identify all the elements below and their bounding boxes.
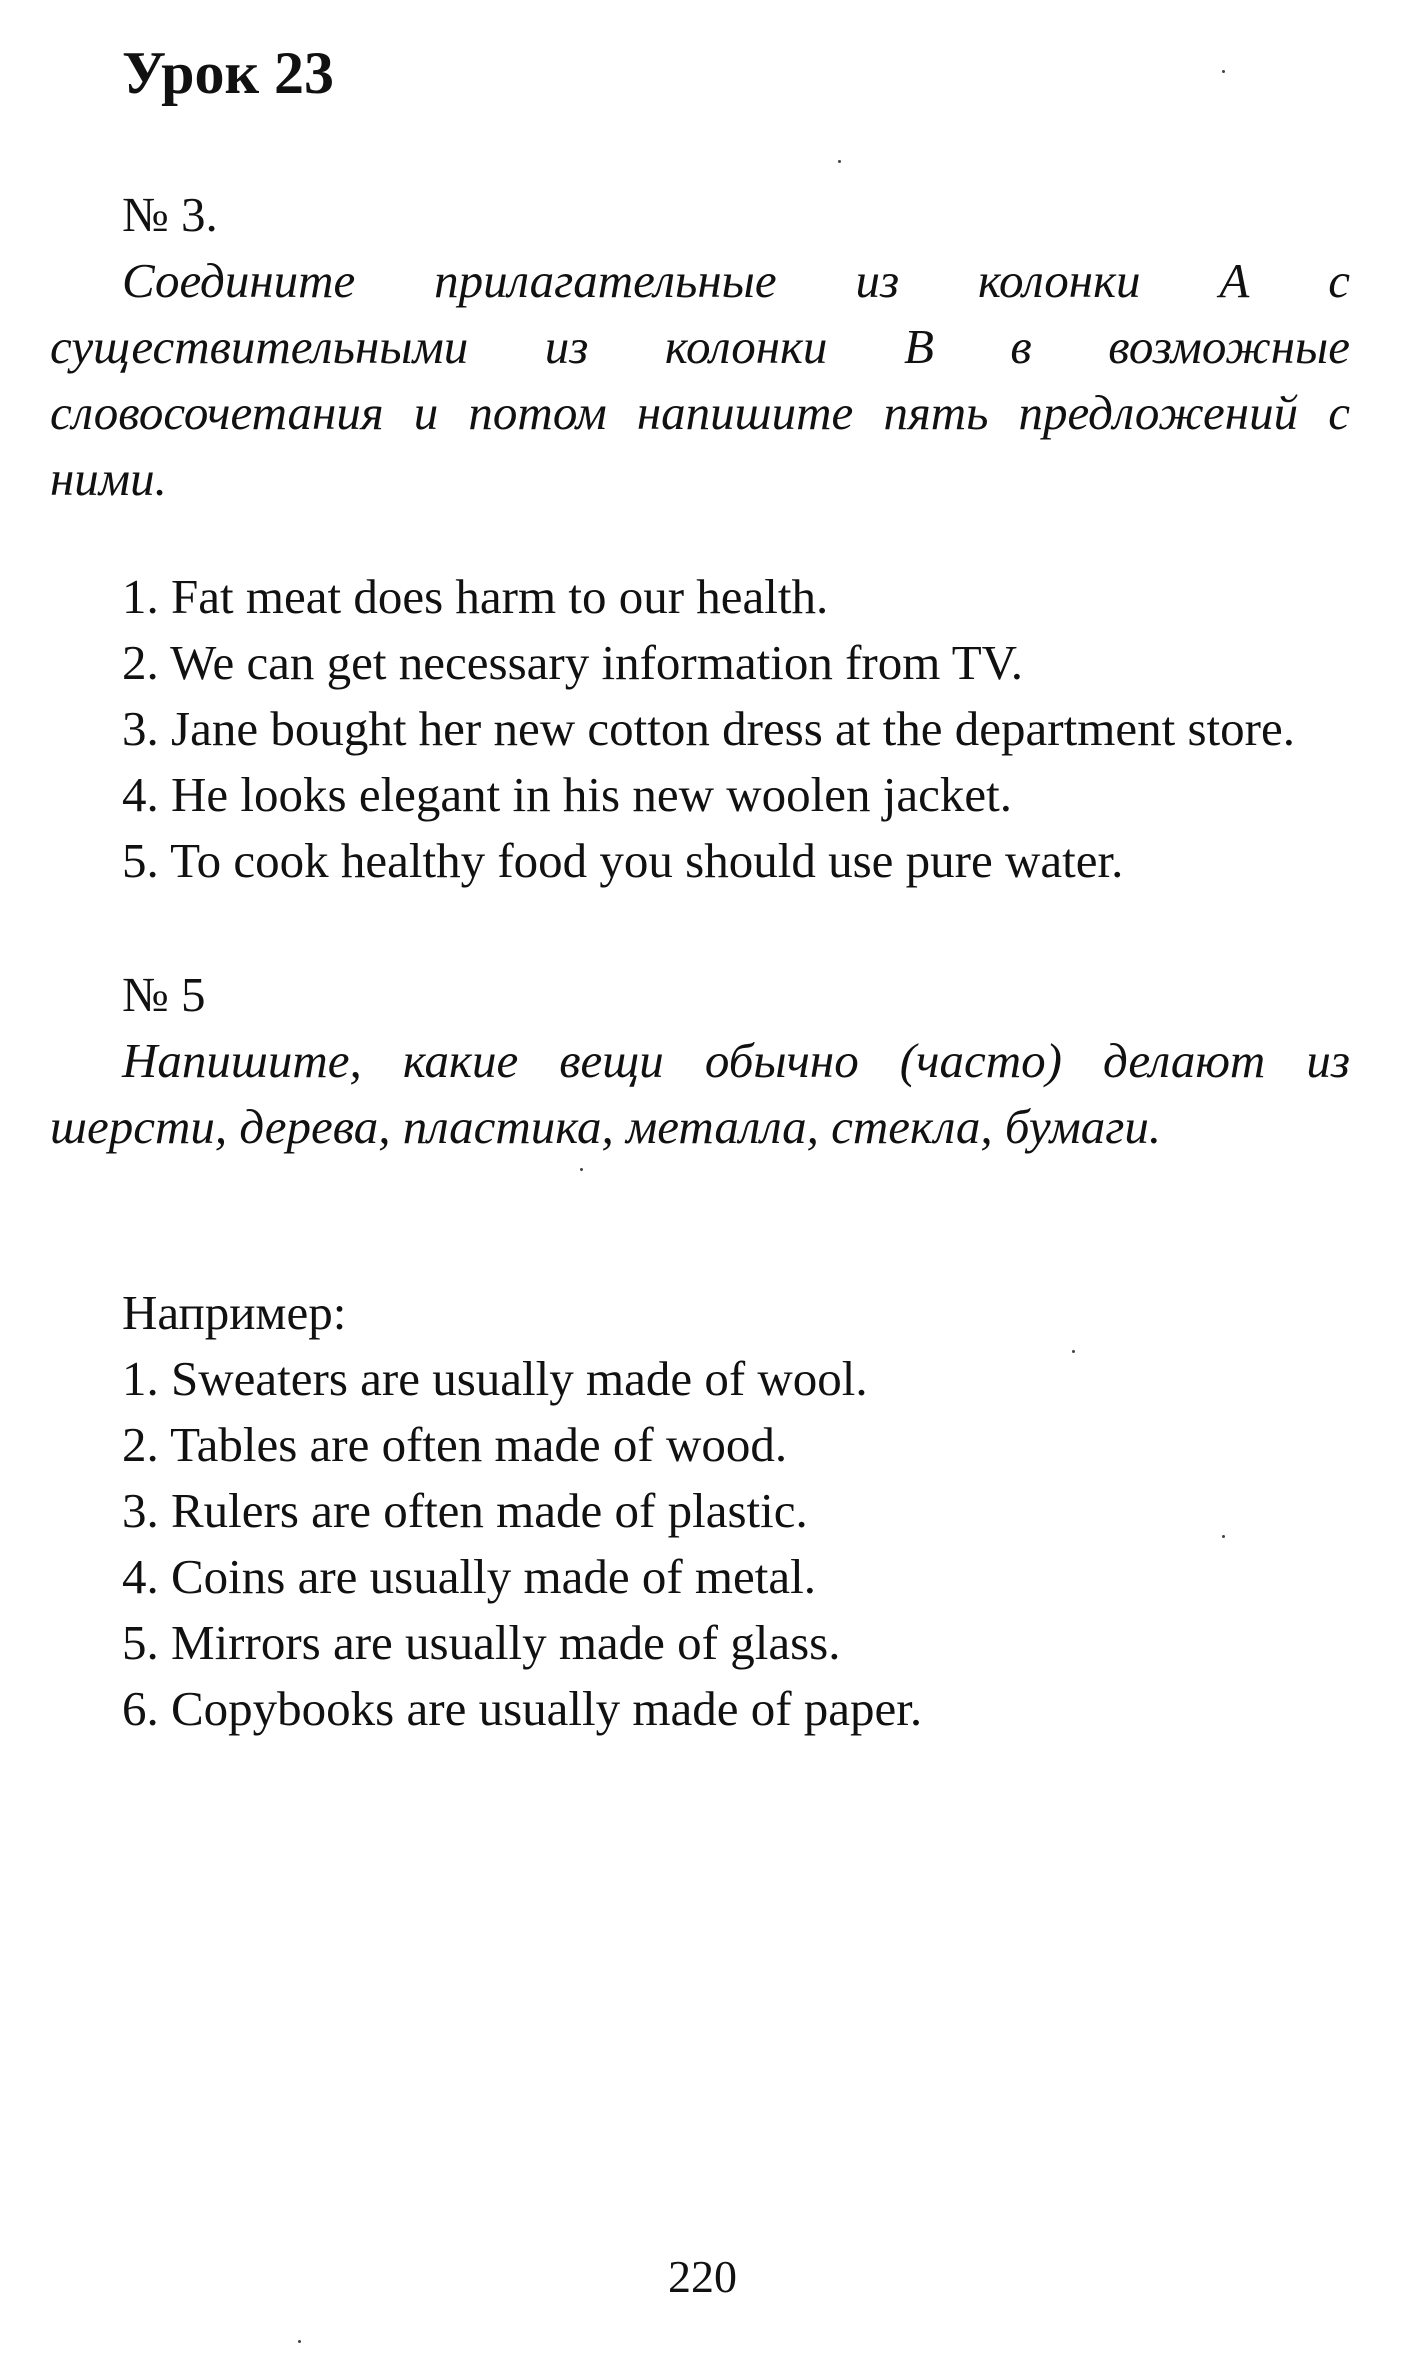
task-3-instruction: Соедините прилагательные из колонки А с существительными из колонки В в возможные словосочетания и потом напишите пять предложений с ними. bbox=[50, 253, 1350, 506]
task-3-number: № 3. bbox=[122, 187, 218, 242]
scan-speck bbox=[298, 2340, 301, 2343]
task-3-answers bbox=[50, 564, 1350, 894]
task-5-answers bbox=[50, 1346, 1350, 1742]
scan-speck bbox=[1222, 70, 1225, 73]
answer-line: 3. Rulers are often made of plastic. bbox=[122, 1483, 808, 1538]
task-3 bbox=[50, 182, 1350, 894]
answer-line: 1. Fat meat does harm to our health. bbox=[122, 569, 829, 624]
scan-speck bbox=[1222, 1535, 1225, 1538]
answer-line: 3. Jane bought her new cotton dress at the department store. bbox=[122, 701, 1295, 756]
answer-line: 2. We can get necessary information from TV. bbox=[122, 635, 1023, 690]
example-label: Например: bbox=[122, 1285, 347, 1340]
scan-speck bbox=[580, 1168, 583, 1171]
answer-line: 1. Sweaters are usually made of wool. bbox=[122, 1351, 868, 1406]
scan-speck bbox=[1072, 1350, 1075, 1353]
scan-speck bbox=[838, 160, 841, 163]
task-5-instruction: Напишите, какие вещи обычно (часто) делают из шерсти, дерева, пластика, металла, стекла, бумаги. bbox=[50, 1033, 1350, 1154]
answer-line: 2. Tables are often made of wood. bbox=[122, 1417, 788, 1472]
answer-line: 6. Copybooks are usually made of paper. bbox=[122, 1681, 923, 1736]
answer-line: 4. Coins are usually made of metal. bbox=[122, 1549, 816, 1604]
task-5 bbox=[50, 962, 1350, 1742]
task-5-number: № 5 bbox=[122, 967, 206, 1022]
answer-line: 4. He looks elegant in his new woolen jacket. bbox=[122, 767, 1012, 822]
lesson-title: Урок 23 bbox=[122, 40, 335, 106]
page-number: 220 bbox=[668, 2251, 737, 2302]
answer-line: 5. Mirrors are usually made of glass. bbox=[122, 1615, 841, 1670]
answer-line: 5. To cook healthy food you should use pure water. bbox=[122, 833, 1124, 888]
